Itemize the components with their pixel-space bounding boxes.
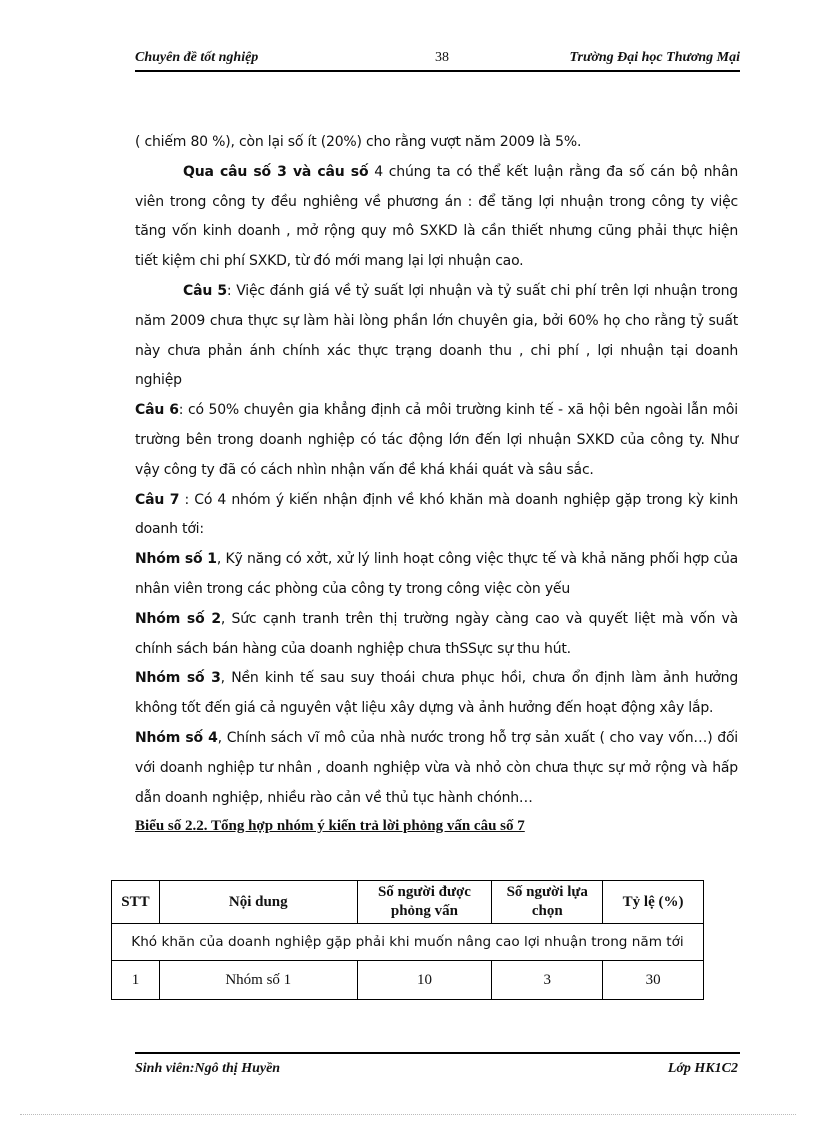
paragraph-group-4 [135,724,738,813]
paragraph-2 [135,158,738,277]
col-header-stt: STT [112,881,160,924]
cau-7-label: Câu 7 [135,491,180,508]
paragraph-2-lead: Qua câu số 3 và câu số [183,163,369,180]
group-1-label: Nhóm số 1 [135,551,217,568]
footer-class: Lớp HK1C2 [667,1061,738,1076]
header-school: Trường Đại học Thương Mại [569,50,740,65]
cau-5-text: : Việc đánh giá về tỷ suất lợi nhuận và tỷ suất chi phí trên lợi nhuận trong năm 2009 chưa thực sự làm hài lòng phần lớn chuyên gia, bởi 60% họ cho rằng tỷ suất này chưa phản ánh chính xác thực trạng doanh thu , chi phí , lợi nhuận tại doanh nghiệp [135,282,738,389]
paragraph-group-1 [135,545,738,605]
page-number: 38 [435,50,449,65]
group-3-text: , Nền kinh tế sau suy thoái chưa phục hồi, chưa ổn định làm ảnh hưởng không tốt đến giá cả nguyên vật liệu xây dựng và ảnh hưởng đến hoạt động xây lắp. [135,670,738,717]
paragraph-2-text: 4 chúng ta có thể kết luận rằng đa số cán bộ nhân viên trong công ty đều nghiêng về phương án : để tăng lợi nhuận trong công ty việc tăng vốn kinh doanh , mở rộng quy mô SXKD là cần thiết nhưng cũng phải thực hiện tiết kiệm chi phí SXKD, từ đó mới mang lại lợi nhuận cao. [135,163,738,270]
group-3-label: Nhóm số 3 [135,670,221,687]
footer-student: Sinh viên:Ngô thị Huyền [135,1061,281,1076]
cau-7-text: : Có 4 nhóm ý kiến nhận định về khó khăn mà doanh nghiệp gặp trong kỳ kinh doanh tới: [135,491,738,538]
cell-interviewed: 10 [357,961,492,1000]
document-body [135,128,738,813]
group-4-label: Nhóm số 4 [135,729,218,746]
cau-6-text: : có 50% chuyên gia khẳng định cả môi trường kinh tế - xã hội bên ngoài lẫn môi trường bên trong doanh nghiệp có tác động lớn đến lợi nhuận SXKD của công ty. Như vậy công ty đã có cách nhìn nhận vấn đề khá khái quát và sâu sắc. [135,402,738,478]
cell-selected: 3 [492,961,603,1000]
cau-5-label: Câu 5 [183,282,227,299]
table-section-row [112,924,704,961]
col-header-ratio: Tỷ lệ (%) [603,881,704,924]
paragraph-group-2 [135,605,738,665]
cau-6-label: Câu 6 [135,402,179,419]
group-2-label: Nhóm số 2 [135,610,221,627]
col-header-content: Nội dung [159,881,357,924]
paragraph-cau-5 [135,277,738,396]
paragraph-cau-7 [135,486,738,546]
group-1-text: , Kỹ năng có xởt, xử lý linh hoạt công việc thực tế và khả năng phối hợp của nhân viên trong các phòng của công ty trong công việc còn yếu [135,551,739,597]
page-edge-divider [20,1114,796,1115]
page-header [135,50,740,72]
page-footer [135,1052,740,1076]
cell-content: Nhóm số 1 [159,961,357,1000]
table-caption: Biểu số 2.2. Tổng hợp nhóm ý kiến trả lời phỏng vấn câu số 7 [135,818,525,834]
section-label: Khó khăn của doanh nghiệp gặp phải khi muốn nâng cao lợi nhuận trong năm tới [112,924,704,961]
paragraph-group-3 [135,664,738,724]
cell-stt: 1 [112,961,160,1000]
group-2-text: , Sức cạnh tranh trên thị trường ngày càng cao và quyết liệt mà vốn và chính sách bán hàng của doanh nghiệp chưa thSSực sự thu hút. [135,610,738,657]
col-header-interviewed: Số người được phỏng vấn [357,881,492,924]
table-header-row [112,881,704,924]
cell-ratio: 30 [603,961,704,1000]
survey-table [111,880,704,1000]
table-row [112,961,704,1000]
group-4-text: , Chính sách vĩ mô của nhà nước trong hỗ trợ sản xuất ( cho vay vốn…) đối với doanh nghiệp tư nhân , doanh nghiệp vừa và nhỏ còn chưa thực sự mở rộng và hấp dẫn doanh nghiệp, nhiều rào cản về thủ tục hành chónh… [135,729,739,806]
paragraph-cau-6 [135,396,738,485]
header-title: Chuyên đề tốt nghiệp [135,50,259,65]
col-header-selected: Số người lựa chọn [492,881,603,924]
paragraph-1: ( chiếm 80 %), còn lại số ít (20%) cho rằng vượt năm 2009 là 5%. [135,134,582,150]
